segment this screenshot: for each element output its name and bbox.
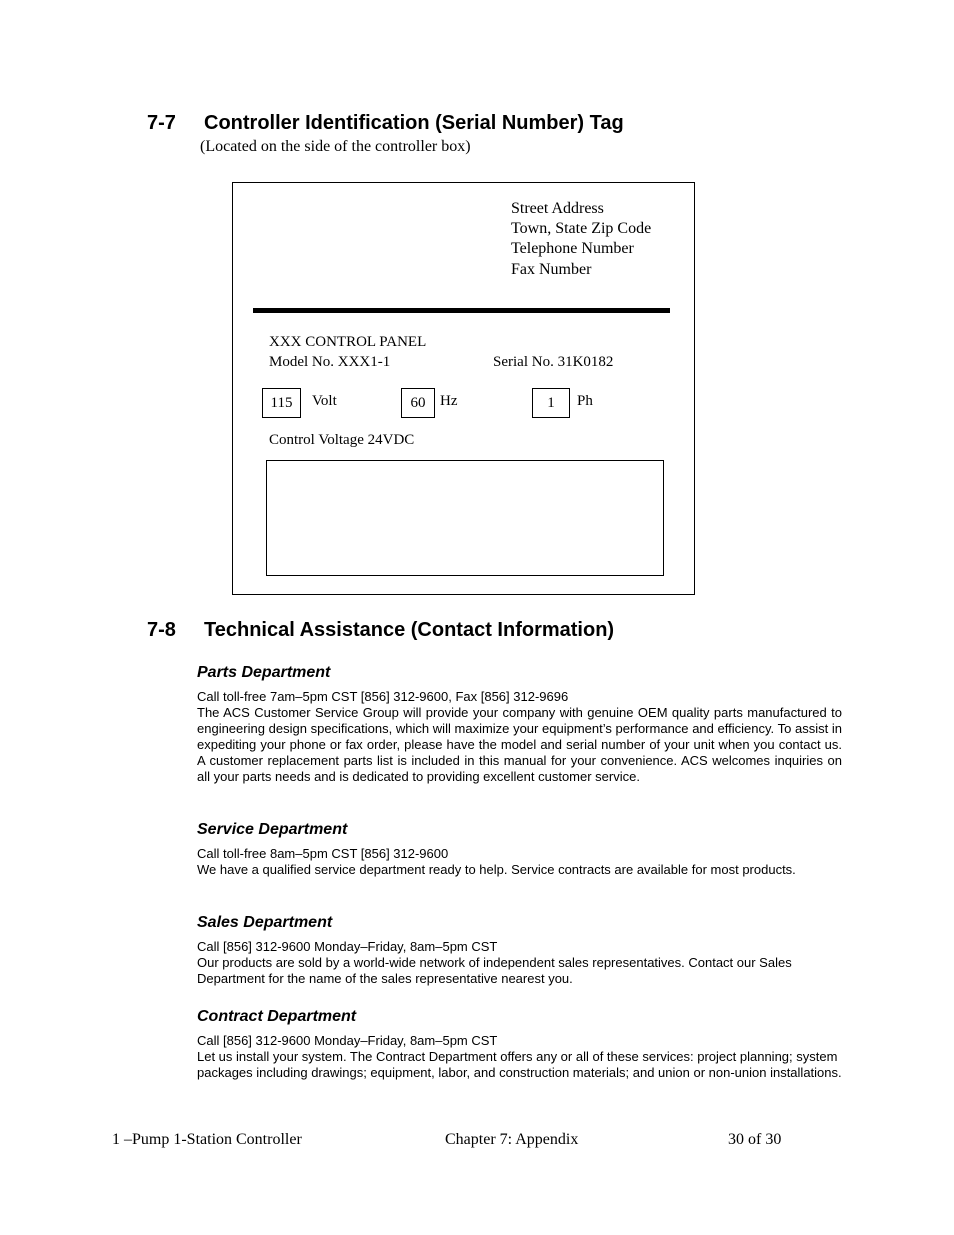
serial-number-tag — [232, 182, 695, 595]
hz-value-box: 60 — [401, 388, 435, 418]
blank-label-area — [266, 460, 664, 576]
parts-department-title: Parts Department — [197, 664, 331, 681]
sales-department-body — [197, 939, 842, 987]
footer-page-number: 30 of 30 — [728, 1131, 782, 1148]
address-line: Town, State Zip Code — [511, 220, 652, 237]
service-department-title: Service Department — [197, 821, 348, 838]
divider-bar — [253, 308, 670, 313]
parts-department-call: Call toll-free 7am–5pm CST [856] 312-9600, Fax [856] 312-9696 — [197, 689, 569, 704]
section-subtitle: (Located on the side of the controller box) — [200, 138, 471, 155]
sales-department-title: Sales Department — [197, 914, 333, 931]
sales-department-call: Call [856] 312-9600 Monday–Friday, 8am–5pm CST — [197, 939, 498, 954]
service-department-text: We have a qualified service department ready to help. Service contracts are available for most products. — [197, 862, 796, 877]
contract-department-call: Call [856] 312-9600 Monday–Friday, 8am–5pm CST — [197, 1033, 498, 1048]
sales-department-text: Our products are sold by a world-wide network of independent sales representatives. Contact our Sales Department for the name of the sales representative nearest you. — [197, 955, 792, 986]
contract-department-body — [197, 1033, 842, 1081]
section-number: 7-7 — [147, 112, 176, 134]
section-7-8-heading — [147, 619, 614, 642]
control-voltage: Control Voltage 24VDC — [269, 432, 415, 448]
section-7-7-heading — [147, 112, 624, 135]
service-department-body — [197, 846, 797, 878]
section-title: Controller Identification (Serial Number) Tag — [204, 112, 624, 134]
model-number: Model No. XXX1-1 — [269, 354, 391, 370]
address-line: Street Address — [511, 200, 604, 217]
address-block — [511, 199, 651, 280]
contract-department-title: Contract Department — [197, 1008, 357, 1025]
footer-center: Chapter 7: Appendix — [445, 1131, 579, 1148]
section-title: Technical Assistance (Contact Information) — [204, 619, 615, 641]
serial-number: Serial No. 31K0182 — [493, 354, 614, 370]
volt-label: Volt — [312, 393, 337, 409]
address-line: Fax Number — [511, 261, 592, 278]
footer-left: 1 –Pump 1-Station Controller — [112, 1131, 302, 1148]
parts-department-body — [197, 689, 842, 785]
service-department-call: Call toll-free 8am–5pm CST [856] 312-9600 — [197, 846, 449, 861]
panel-name: XXX CONTROL PANEL — [269, 334, 427, 350]
contract-department-text: Let us install your system. The Contract Department offers any or all of these services: project planning; system packages including drawings; equipment, labor, and construction materials; and union or non-union installations. — [197, 1049, 842, 1080]
volt-value-box: 115 — [262, 388, 301, 418]
ph-label: Ph — [577, 393, 593, 409]
hz-label: Hz — [440, 393, 458, 409]
ph-value-box: 1 — [532, 388, 570, 418]
address-line: Telephone Number — [511, 240, 634, 257]
parts-department-text: The ACS Customer Service Group will provide your company with genuine OEM quality parts manufactured to engineering design specifications, which will maximize your equipment’s performance and efficiency. To assist in expediting your phone or fax order, please have the model and serial number of your unit when you contact us. A customer replacement parts list is included in this manual for your convenience. ACS welcomes inquiries on all your parts needs and is dedicated to providing excellent customer service. — [197, 705, 842, 784]
section-number: 7-8 — [147, 619, 176, 641]
